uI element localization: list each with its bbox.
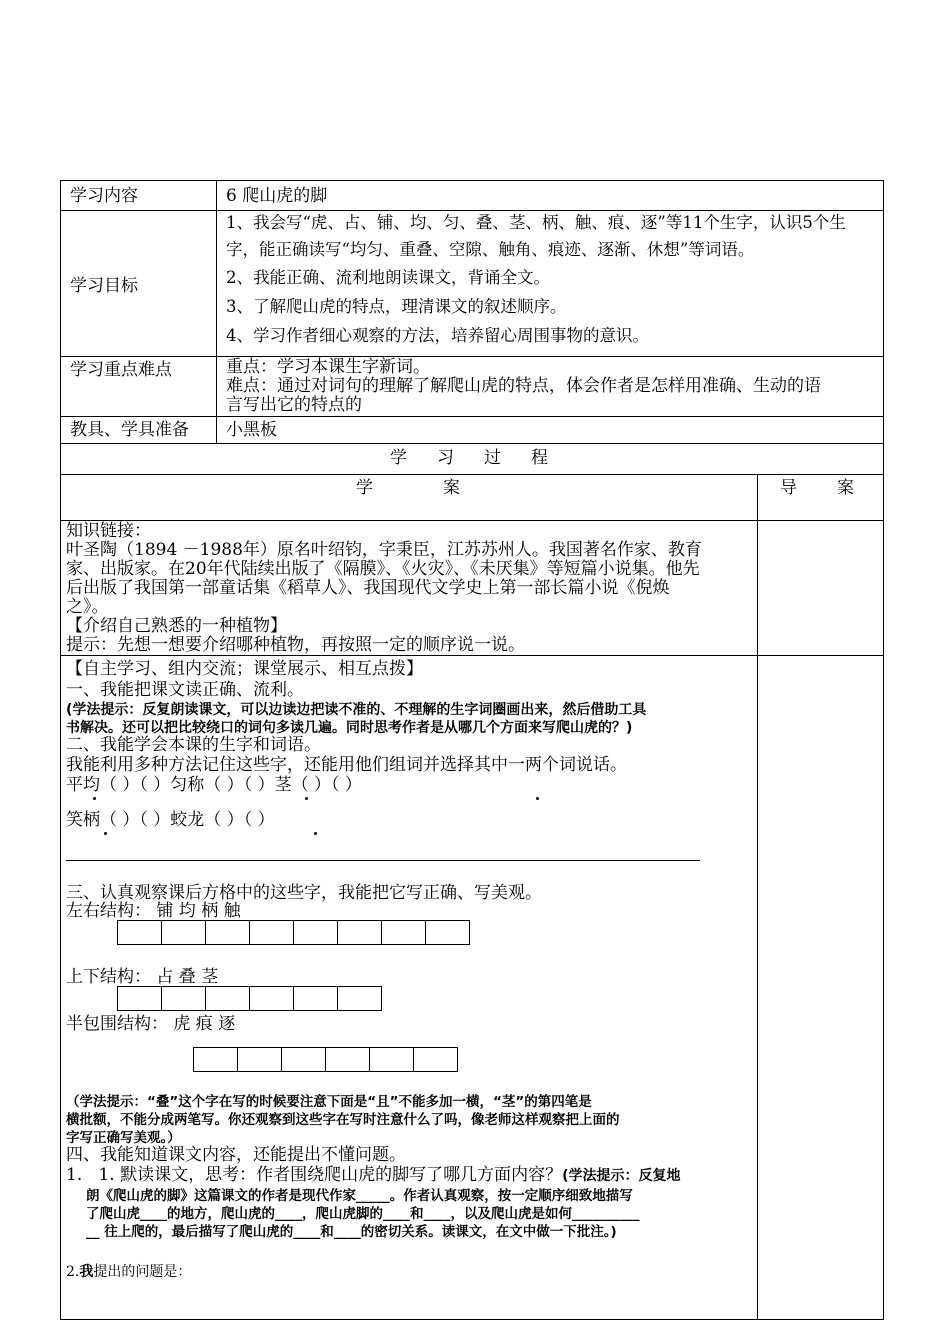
question-1: 1. 1. 默读课文，思考：作者围绕爬山虎的脚写了哪几方面内容？(学法提示：反复地: [66, 1165, 681, 1185]
step-4: 四、我能知道课文内容，还能提出不懂问题。: [66, 1145, 406, 1165]
section-title: 【自主学习、组内交流；课堂展示、相互点拨】: [66, 659, 423, 679]
word-row-1: 平均（ ）（ ）匀称（ ）（ ）茎（ ）（ ）: [66, 775, 362, 795]
goal-line: 3、了解爬山虎的特点，理清课文的叙述顺序。: [226, 297, 567, 316]
step-2: 二、我能学会本课的生字和词语。: [66, 735, 321, 755]
keypoint-line: 难点：通过对词句的理解了解爬山虎的特点，体会作者是怎样用准确、生动的语: [226, 376, 821, 396]
materials-value: 小黑板: [226, 420, 277, 440]
lesson-title: 6 爬山虎的脚: [226, 186, 328, 206]
row-label-goals: 学习目标: [70, 276, 138, 296]
tip-1-line: 书解决。还可以把比较绕口的词句多读几遍。同时思考作者是从哪几个方面来写爬山虎的？): [66, 720, 633, 736]
writing-grid-semi-enclosed[interactable]: [194, 1047, 458, 1072]
keypoint-line: 重点：学习本课生字新词。: [226, 357, 430, 377]
tip-1-line: (学法提示：反复朗读课文，可以边读边把读不准的、不理解的生字词圈画出来，然后借助工具: [66, 702, 647, 718]
word-row-2: 笑柄（ ）（ ）蛟龙（ ）（ ）: [66, 810, 275, 830]
knowledge-line: 后出版了我国第一部童话集《稻草人》、我国现代文学史上第一部长篇小说《倪焕: [66, 578, 670, 598]
process-column-divider: [757, 474, 758, 1320]
semi-enclosed-label: 半包围结构： 虎 痕 逐: [66, 1014, 236, 1034]
knowledge-line: 之》。: [66, 597, 109, 617]
knowledge-title: 知识链接：: [66, 521, 151, 541]
tip-2-line: 字写正确写美观。）: [66, 1130, 181, 1146]
info-table-divider: [216, 180, 217, 444]
goal-line: 2、我能正确、流利地朗读课文，背诵全文。: [226, 268, 550, 287]
keypoint-line: 言写出它的特点的: [226, 395, 362, 415]
top-bottom-label: 上下结构： 占 叠 茎: [66, 967, 219, 987]
row-label-keypoints: 学习重点难点: [70, 360, 172, 380]
writing-grid-left-right[interactable]: [118, 920, 470, 945]
step-1: 一、我能把课文读正确、流利。: [66, 680, 304, 700]
step-2-desc: 我能利用多种方法记住这些字，还能用他们组词并选择其中一两个词说话。: [66, 755, 627, 775]
question-2: 2.我提出的问题是：: [66, 1264, 192, 1280]
row-label-materials: 教具、学具准备: [70, 420, 189, 440]
left-right-label: 左右结构： 铺 均 柄 触: [66, 901, 241, 921]
row-label-content: 学习内容: [70, 186, 138, 206]
goal-line: 4、学习作者细心观察的方法，培养留心周围事物的意识。: [226, 326, 649, 345]
goal-line: 字，能正确读写“均匀、重叠、空隙、触角、痕迹、逐渐、休想”等词语。: [226, 240, 755, 259]
knowledge-line: 叶圣陶（1894 －1988年）原名叶绍钧，字秉臣，江苏苏州人。我国著名作家、教育: [66, 540, 702, 560]
tip-2-line: 横批额，不能分成两笔写。你还观察到这些字在写时注意什么了吗，像老师这样观察把上面的: [66, 1112, 620, 1128]
question-1-tip: 了爬山虎____的地方，爬山虎的____，爬山虎脚的____和____，以及爬山虎是如何__________: [86, 1206, 640, 1222]
process-header: 学习过程: [390, 448, 578, 468]
answer-line: [66, 860, 700, 861]
plant-hint: 提示：先想一想要介绍哪种植物，再按照一定的顺序说一说。: [66, 635, 525, 655]
plant-task: 【介绍自己熟悉的一种植物】: [66, 616, 287, 636]
guide-header: 导案: [780, 478, 894, 498]
step-3: 三、认真观察课后方格中的这些字，我能把它写正确、写美观。: [66, 883, 542, 903]
question-1-tip: __ 往上爬的，最后描写了爬山虎的____和____的密切关系。读课文，在文中做一下批注。): [86, 1224, 617, 1240]
question-1-tip: 朗《爬山虎的脚》这篇课文的作者是现代作家_____。作者认真观察，按一定顺序细致地描写: [86, 1188, 633, 1204]
writing-grid-top-bottom[interactable]: [118, 986, 382, 1011]
tip-2-line: （学法提示：“叠”这个字在写的时候要注意下面是“且”不能多加一横，“茎”的第四笔是: [66, 1094, 592, 1110]
knowledge-line: 家、出版家。在20年代陆续出版了《隔膜》、《火灾》、《未厌集》等短篇小说集。他先: [66, 559, 700, 579]
goal-line: 1、我会写“虎、占、铺、均、匀、叠、茎、柄、触、痕、逐”等11个生字，认识5个生: [226, 213, 846, 232]
plan-header: 学案: [356, 478, 530, 498]
